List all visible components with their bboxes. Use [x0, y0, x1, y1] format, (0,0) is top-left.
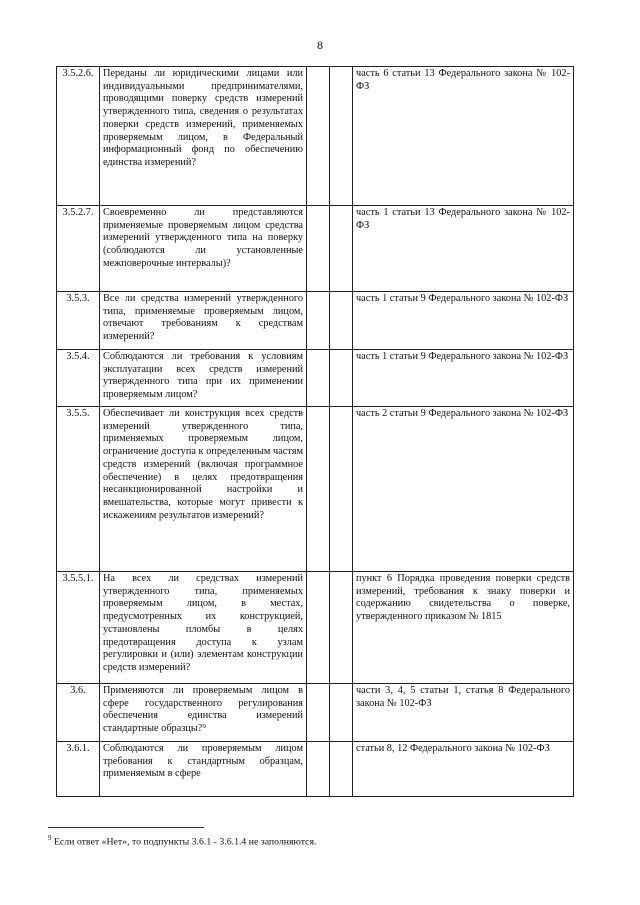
question-text: Переданы ли юридическими лицами или индивидуальными предпринимателями, проводящими поверку средств измерений утвержденного типа, сведения о результатах поверки средств измерений, применяемых проверяемым лицом, в Федеральный информационный фонд по обеспечению единства измерений?: [100, 67, 307, 206]
answer-no-cell[interactable]: [330, 572, 353, 684]
answer-no-cell[interactable]: [330, 67, 353, 206]
item-number: 3.6.1.: [57, 742, 100, 797]
checklist-table: [56, 66, 574, 797]
item-number: 3.5.5.1.: [57, 572, 100, 684]
question-text: Соблюдаются ли требования к условиям эксплуатации всех средств измерений утвержденного типа при их применении проверяемым лицом?: [100, 350, 307, 407]
table-row: [57, 292, 574, 350]
legal-reference: часть 2 статьи 9 Федерального закона № 102-ФЗ: [353, 407, 574, 572]
page-number: 8: [317, 38, 323, 52]
answer-yes-cell[interactable]: [307, 206, 330, 292]
answer-no-cell[interactable]: [330, 742, 353, 797]
table-row: [57, 206, 574, 292]
footnote: [48, 834, 316, 847]
answer-no-cell[interactable]: [330, 407, 353, 572]
legal-reference: часть 1 статьи 9 Федерального закона № 102-ФЗ: [353, 292, 574, 350]
answer-yes-cell[interactable]: [307, 572, 330, 684]
table-row: [57, 350, 574, 407]
answer-yes-cell[interactable]: [307, 292, 330, 350]
answer-yes-cell[interactable]: [307, 350, 330, 407]
question-text: Обеспечивает ли конструкция всех средств измерений утвержденного типа, применяемых проверяемым лицом, ограничение доступа к определенным частям средств измерений (включая программное обеспечение) в целях предотвращения несанкционированной настройки и вмешательства, которые могут привести к искажениям результатов измерений?: [100, 407, 307, 572]
answer-no-cell[interactable]: [330, 292, 353, 350]
footnote-divider: [48, 827, 204, 828]
legal-reference: части 3, 4, 5 статьи 1, статья 8 Федерального закона № 102-ФЗ: [353, 684, 574, 742]
answer-yes-cell[interactable]: [307, 684, 330, 742]
footnote-marker: 9: [48, 834, 52, 842]
answer-yes-cell[interactable]: [307, 67, 330, 206]
item-number: 3.5.3.: [57, 292, 100, 350]
table-row: [57, 407, 574, 572]
answer-no-cell[interactable]: [330, 350, 353, 407]
question-text: На всех ли средствах измерений утвержденного типа, применяемых проверяемым лицом, в местах, предусмотренных их конструкцией, установлены пломбы в целях предотвращения доступа к узлам регулировки и (или) элементам конструкции средств измерений?: [100, 572, 307, 684]
item-number: 3.6.: [57, 684, 100, 742]
legal-reference: часть 1 статьи 13 Федерального закона № 102-ФЗ: [353, 206, 574, 292]
question-text: Все ли средства измерений утвержденного типа, применяемые проверяемым лицом, отвечают требованиям к средствам измерений?: [100, 292, 307, 350]
question-text: Применяются ли проверяемым лицом в сфере государственного регулирования обеспечения единства измерений стандартные образцы?⁹: [100, 684, 307, 742]
question-text: Своевременно ли представляются применяемые проверяемым лицом средства измерений утвержденного типа на поверку (соблюдаются ли установленные межповерочные интервалы)?: [100, 206, 307, 292]
answer-yes-cell[interactable]: [307, 742, 330, 797]
legal-reference: часть 1 статьи 9 Федерального закона № 102-ФЗ: [353, 350, 574, 407]
answer-yes-cell[interactable]: [307, 407, 330, 572]
item-number: 3.5.2.7.: [57, 206, 100, 292]
table-row: [57, 67, 574, 206]
table-row: [57, 572, 574, 684]
table-row: [57, 684, 574, 742]
footnote-text: Если ответ «Нет», то подпункты 3.6.1 - 3.6.1.4 не заполняются.: [53, 836, 317, 848]
item-number: 3.5.4.: [57, 350, 100, 407]
table-row: [57, 742, 574, 797]
answer-no-cell[interactable]: [330, 206, 353, 292]
item-number: 3.5.2.6.: [57, 67, 100, 206]
legal-reference: статьи 8, 12 Федерального закона № 102-ФЗ: [353, 742, 574, 797]
question-text: Соблюдаются ли проверяемым лицом требования к стандартным образцам, применяемым в сфере: [100, 742, 307, 797]
legal-reference: пункт 6 Порядка проведения поверки средств измерений, требования к знаку поверки и содержанию свидетельства о поверке, утвержденного приказом № 1815: [353, 572, 574, 684]
item-number: 3.5.5.: [57, 407, 100, 572]
answer-no-cell[interactable]: [330, 684, 353, 742]
legal-reference: часть 6 статьи 13 Федерального закона № 102-ФЗ: [353, 67, 574, 206]
